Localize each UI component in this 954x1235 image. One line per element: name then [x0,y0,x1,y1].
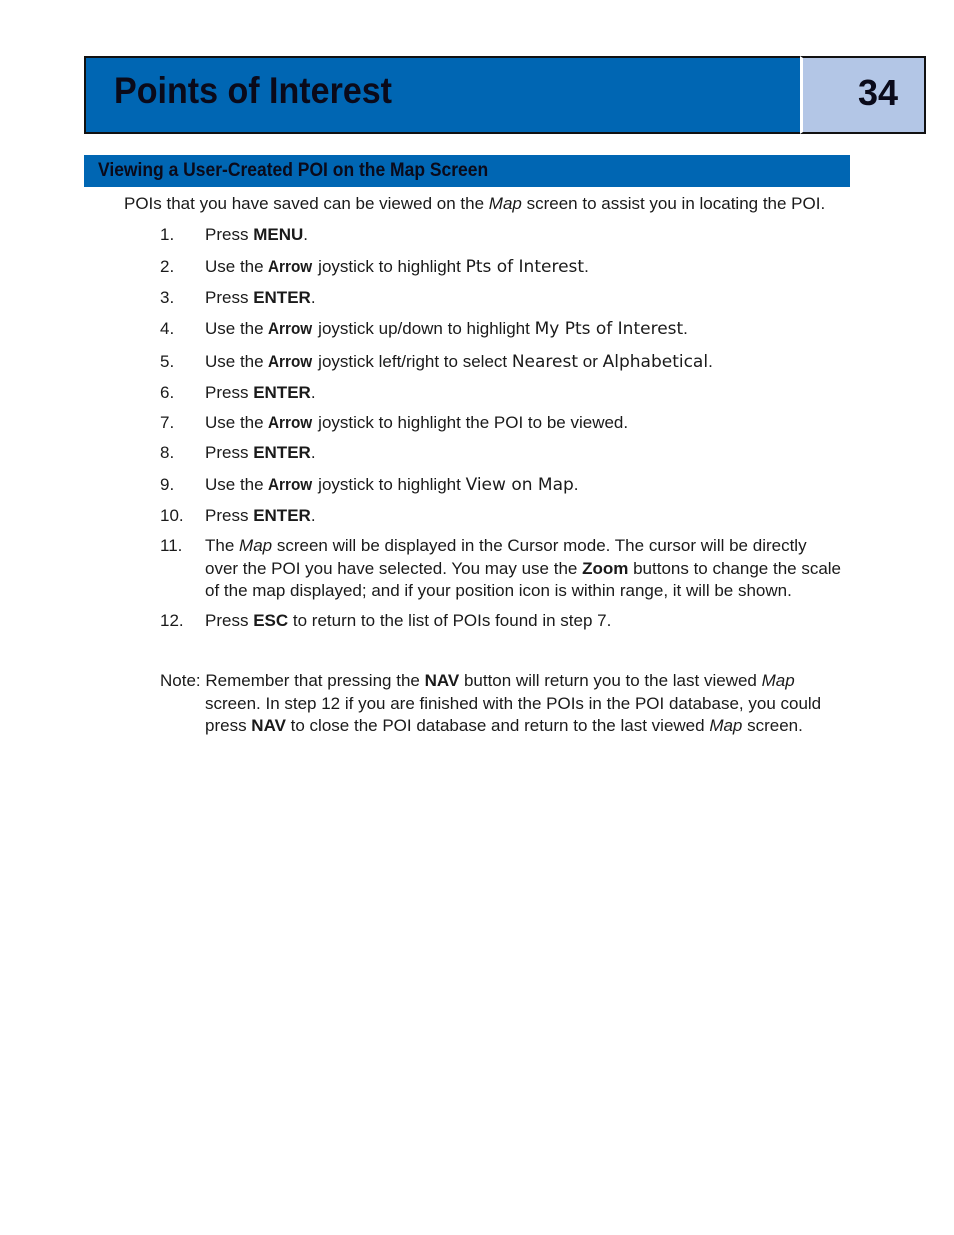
note-text: button will return you to the last viewed [459,671,762,690]
step-text [205,287,905,310]
step-text-part: joystick to highlight the POI to be viewed. [313,413,629,432]
step-text-part: Press [205,383,254,402]
map-word: Map [239,536,273,555]
step-text-part: Use the [205,319,269,338]
button-name: ENTER [253,383,311,402]
note-text: Note: Remember that pressing the [160,671,425,690]
step-text-part: . [310,506,316,525]
step-number: 11. [160,536,183,555]
step-text-part: . [310,383,316,402]
button-name: Arrow [268,352,313,371]
button-name: Arrow [268,475,313,494]
step-text-part: Use the [205,352,269,371]
button-name: ENTER [253,506,311,525]
intro-text-1: POIs that you have saved can be viewed on the [124,194,489,213]
step-number: 6. [160,383,175,402]
step-text [205,474,905,497]
step-text-part: The [205,536,240,555]
button-name: NAV [424,671,460,690]
step-text [205,412,905,435]
button-name: Zoom [582,558,629,578]
display-text: View on Map [465,475,574,495]
step-number: 5. [160,352,175,371]
button-name: ENTER [253,288,311,307]
button-name: MENU [253,225,304,244]
button-name: Arrow [268,319,313,338]
step-text-part: Press [205,611,254,630]
step-text-part: joystick to highlight [313,257,466,276]
intro-text-2: screen to assist you in locating the POI. [521,194,826,213]
step-text [205,224,905,247]
step-text-part: . [573,475,579,494]
step-text-part: of the map displayed; and if your position icon is within range, it will be shown. [205,581,792,600]
note-text: screen. [742,716,803,735]
step-number: 12. [160,611,184,630]
map-word: Map [761,671,795,690]
step-number: 7. [160,413,175,432]
step-text-part: buttons to change the scale [628,558,842,578]
step-number: 2. [160,257,175,276]
note-text: to close the POI database and return to the last viewed [285,716,710,735]
step-text [205,318,905,341]
step-text [205,382,905,405]
page-number: 34 [857,72,898,113]
step-text-part: joystick to highlight [313,475,466,494]
button-name: NAV [251,716,286,735]
step-number: 4. [160,319,175,338]
step-text [205,351,905,374]
step-text-part: Press [205,288,254,307]
step-text-part: . [683,319,688,338]
button-name: Arrow [268,413,313,432]
section-title: Viewing a User-Created POI on the Map Screen [98,160,489,181]
step-text-part: screen will be displayed in the Cursor mode. The cursor will be directly [272,536,807,555]
page-header-bar [84,56,800,134]
step-text-part: Press [205,225,254,244]
step-text-part: . [303,225,308,244]
step-text-part: . [310,288,316,307]
step-number: 1. [160,225,175,244]
display-text: Nearest [511,352,579,372]
step-text-part: Use the [205,257,269,276]
step-text [205,442,905,465]
step-text [205,256,905,279]
step-text-part: Use the [205,413,269,432]
note-text: screen. In step 12 if you are finished with the POIs in the POI database, you could [205,693,822,713]
step-text-part: joystick up/down to highlight [313,319,535,338]
step-text [205,505,905,528]
step-number: 9. [160,475,175,494]
display-text: Alphabetical [602,352,709,372]
note-paragraph [160,670,900,738]
step-text-part: Press [205,443,254,462]
step-text-part: to return to the list of POIs found in step 7. [288,611,612,630]
map-word: Map [709,716,743,735]
step-text-part: or [578,352,603,371]
button-name: ENTER [253,443,311,462]
page-number-box [800,56,926,134]
step-number: 8. [160,443,175,462]
step-text-part: . [708,352,713,371]
button-name: ESC [253,611,289,630]
step-text-part: Use the [205,475,269,494]
step-text-part: joystick left/right to select [313,352,512,371]
step-text-part: Press [205,506,254,525]
note-line [160,715,900,738]
display-text: My Pts of Interest [534,319,684,339]
note-text: press [205,716,252,735]
button-name: Arrow [268,257,313,276]
page-title: Points of Interest [114,70,393,111]
step-number: 3. [160,288,175,307]
intro-map-word: Map [488,194,522,213]
note-line [160,693,900,716]
step-text [205,535,905,603]
step-text-part: . [584,257,589,276]
step-text-part: . [310,443,316,462]
display-text: Pts of Interest [465,257,585,277]
step-text [205,610,905,633]
step-text-part: over the POI you have selected. You may use the [205,558,583,578]
section-heading-bar [84,155,850,187]
intro-paragraph [124,194,825,214]
step-number: 10. [160,506,184,525]
